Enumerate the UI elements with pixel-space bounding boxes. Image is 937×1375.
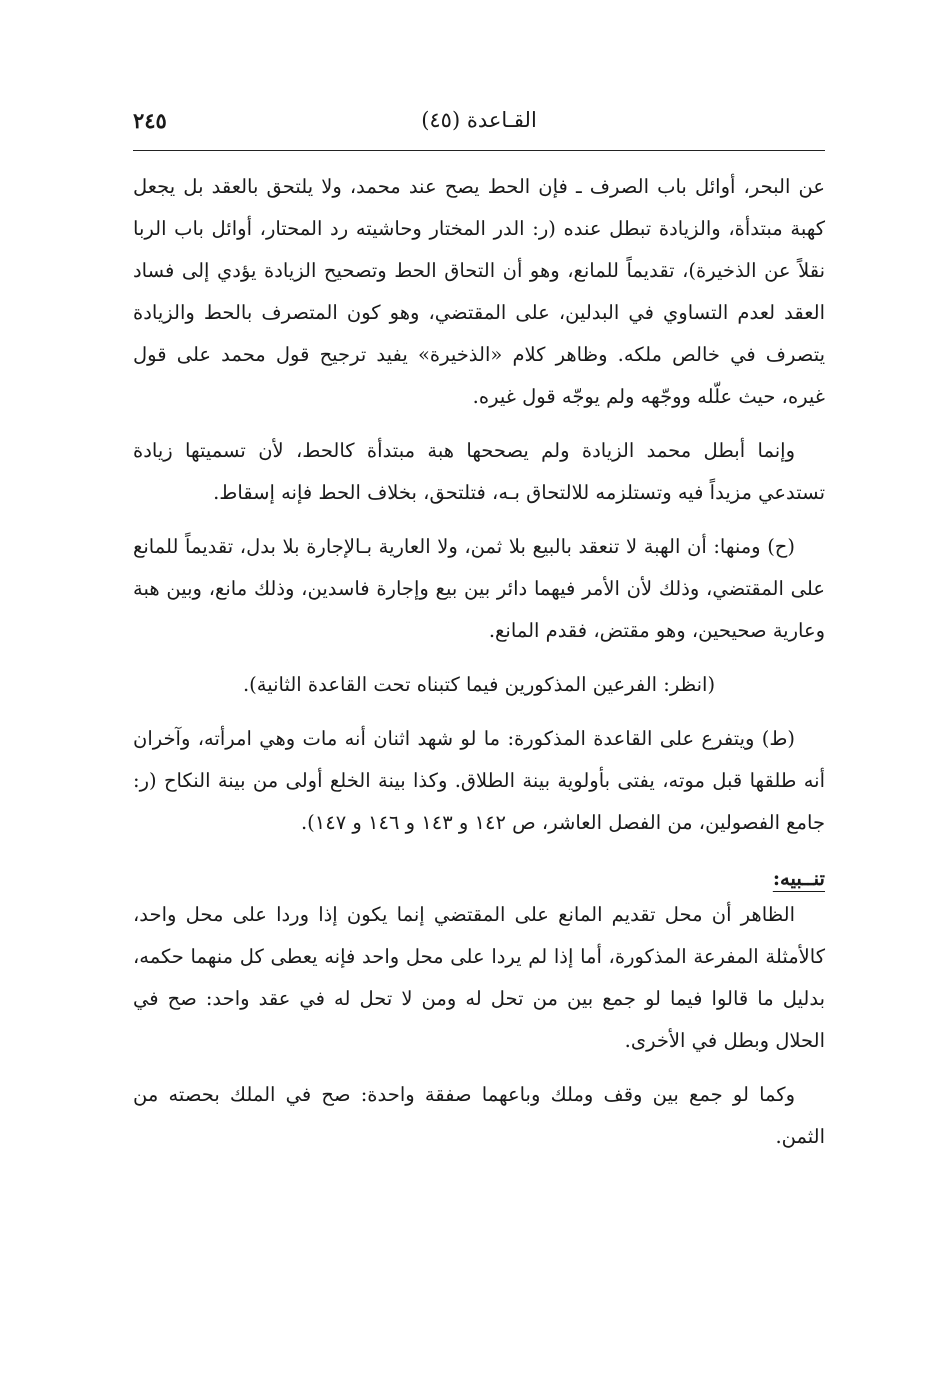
- paragraph-3: (ح) ومنها: أن الهبة لا تنعقد بالبيع بلا ثمن، ولا العارية بـالإجارة بلا بدل، تقديماً للمانع على المقتضي، وذلك لأن الأمر فيهما دائر بين بيع وإجارة فاسدين، وذلك مانع، وبين هبة وعارية صحيحين، وهو مقتض، فقدم المانع.: [133, 535, 825, 642]
- main-text: [133, 166, 825, 1170]
- paragraph-2: وإنما أبطل محمد الزيادة ولم يصححها هبة مبتدأة كالحط، لأن تسميتها زيادة تستدعي مزيداً فيه وتستلزمه للالتحاق بـه، فتلتحق، بخلاف الحط فإنه إسقاط.: [133, 439, 825, 504]
- paragraph-1: عن البحر، أوائل باب الصرف ـ فإن الحط يصح عند محمد، ولا يلتحق بالعقد بل يجعل كهبة مبتدأة، والزيادة تبطل عنده (ر: الدر المختار وحاشيته رد المحتار، أوائل باب الربا نقلاً عن الذخيرة)، تقديماً للمانع، وهو أن التحاق الحط وتصحيح الزيادة يؤدي إلى فساد العقد لعدم التساوي في البدلين، على المقتضي، وهو كون المتصرف بالحط والزيادة يتصرف في خالص ملكه. وظاهر كلام «الذخيرة» يفيد ترجيح قول محمد على قول غيره، حيث علّله ووجّهه ولم يوجّه قول غيره.: [133, 175, 825, 408]
- header-divider: [133, 150, 825, 151]
- paragraph-5: (ط) ويتفرع على القاعدة المذكورة: ما لو شهد اثنان أنه مات وهي امرأته، وآخران أنه طلقها قبل موته، يفتى بأولوية بينة الطلاق. وكذا بينة الخلع أولى من بينة النكاح (ر: جامع الفصولين، من الفصل العاشر، ص ١٤٢ و ١٤٣ و ١٤٦ و ١٤٧).: [133, 727, 825, 834]
- paragraph-4: (انظر: الفرعين المذكورين فيما كتبناه تحت القاعدة الثانية).: [242, 673, 716, 696]
- note-heading: تنــبيه:: [772, 867, 825, 890]
- page-header: [133, 108, 825, 142]
- paragraph-7: وكما لو جمع بين وقف وملك وباعهما صفقة واحدة: صح في الملك بحصته من الثمن.: [133, 1083, 825, 1148]
- paragraph-6: الظاهر أن محل تقديم المانع على المقتضي إنما يكون إذا وردا على محل واحد، كالأمثلة المفرعة المذكورة، أما إذا لم يردا على محل واحد فإنه يعطى كل منهما حكمه، بدليل ما قالوا فيما لو جمع بين من تحل له ومن لا تحل له في عقد واحد: صح في الحلال وبطل في الأخرى.: [133, 903, 825, 1052]
- running-title: القـاعدة (٤٥): [421, 108, 537, 132]
- page-number: ٢٤٥: [133, 108, 167, 133]
